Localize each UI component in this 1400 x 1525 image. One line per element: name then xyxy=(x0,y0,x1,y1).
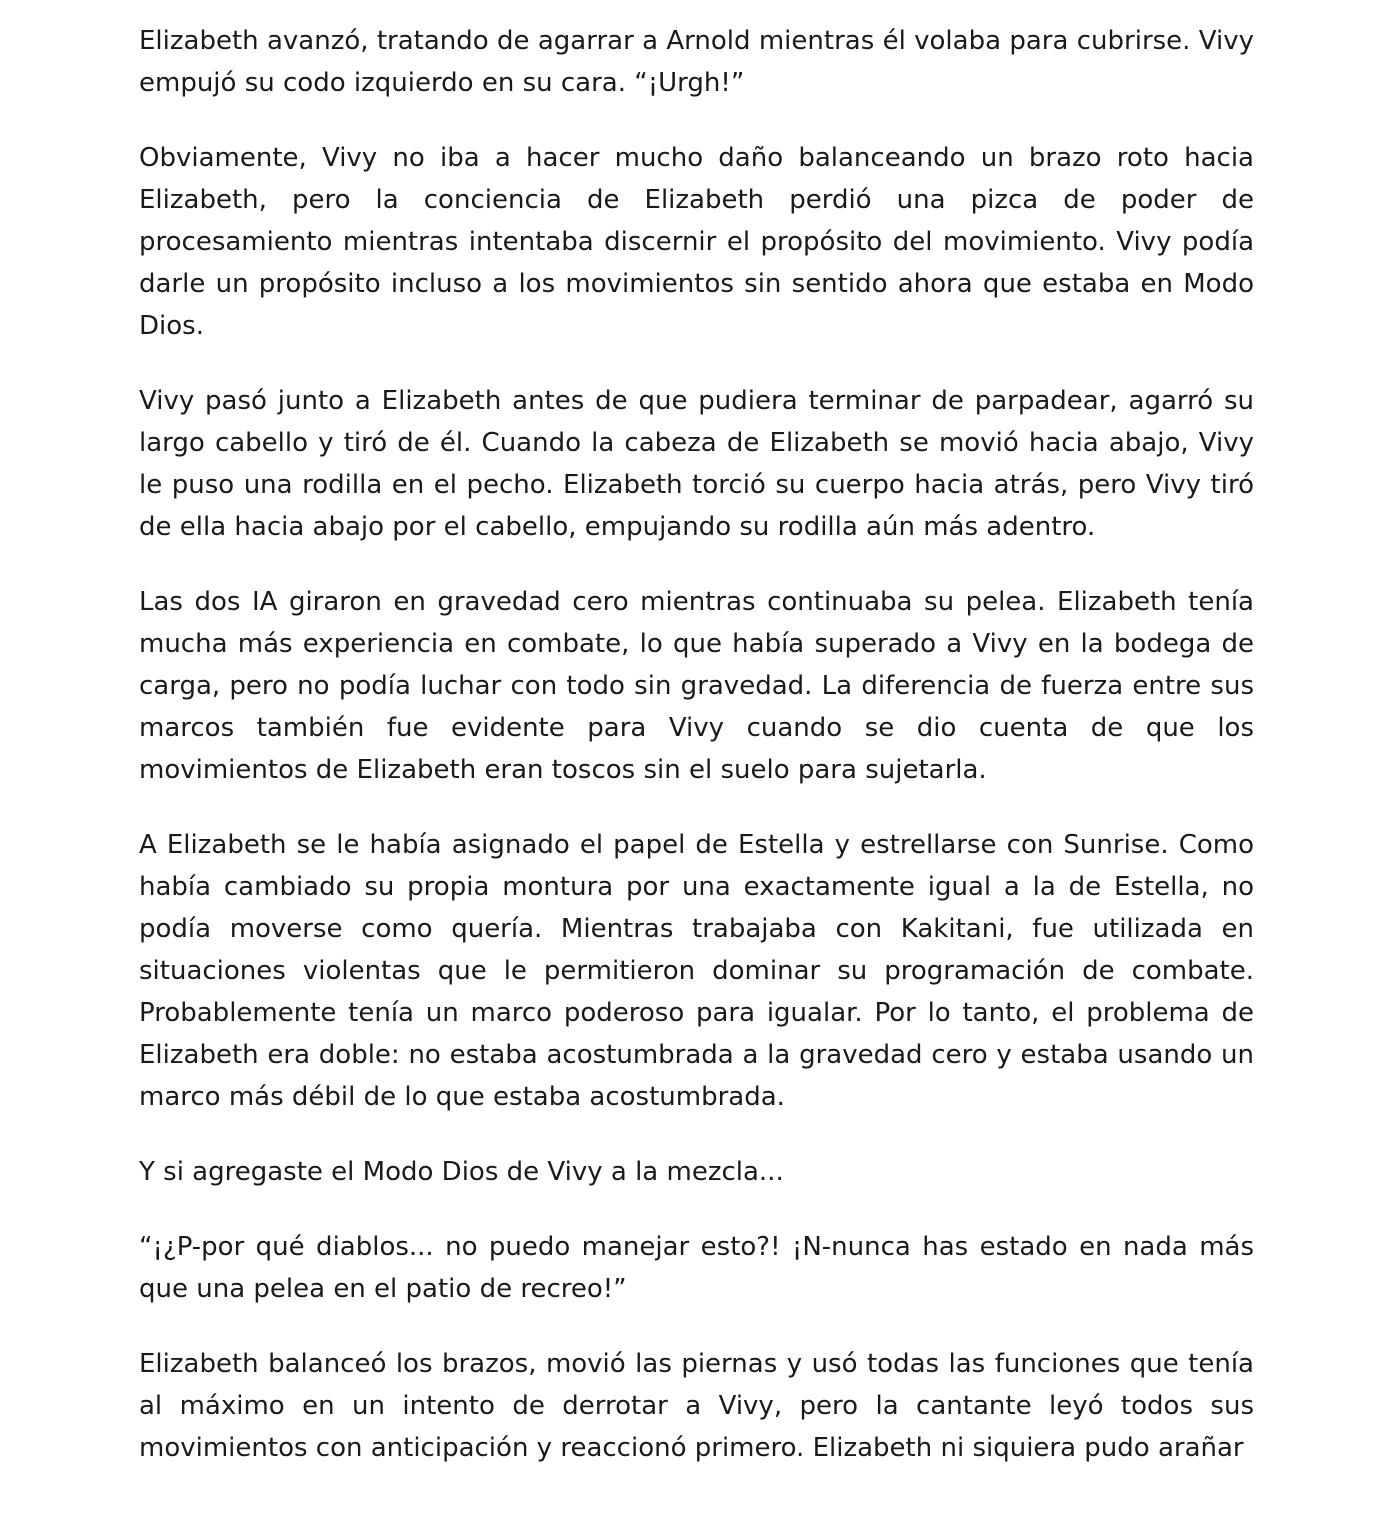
document-page xyxy=(139,20,1254,1469)
paragraph-2: Obviamente, Vivy no iba a hacer mucho daño balanceando un brazo roto hacia Elizabeth, pero la conciencia de Elizabeth perdió una pizca de poder de procesamiento mientras intentaba discernir el propósito del movimiento. Vivy podía darle un propósito incluso a los movimientos sin sentido ahora que estaba en Modo Dios. xyxy=(139,143,1254,341)
paragraph-8: Elizabeth balanceó los brazos, movió las piernas y usó todas las funciones que tenía al máximo en un intento de derrotar a Vivy, pero la cantante leyó todos sus movimientos con anticipación y reaccionó primero. Elizabeth ni siquiera pudo arañar xyxy=(139,1349,1254,1463)
paragraph-1: Elizabeth avanzó, tratando de agarrar a Arnold mientras él volaba para cubrirse. Vivy empujó su codo izquierdo en su cara. “¡Urgh!” xyxy=(139,26,1254,98)
paragraph-6: Y si agregaste el Modo Dios de Vivy a la mezcla... xyxy=(139,1157,784,1187)
paragraph-3: Vivy pasó junto a Elizabeth antes de que pudiera terminar de parpadear, agarró su largo cabello y tiró de él. Cuando la cabeza de Elizabeth se movió hacia abajo, Vivy le puso una rodilla en el pecho. Elizabeth torció su cuerpo hacia atrás, pero Vivy tiró de ella hacia abajo por el cabello, empujando su rodilla aún más adentro. xyxy=(139,386,1254,542)
paragraph-7: “¡¿P-por qué diablos... no puedo manejar esto?! ¡N-nunca has estado en nada más que una pelea en el patio de recreo!” xyxy=(139,1232,1254,1304)
paragraph-4: Las dos IA giraron en gravedad cero mientras continuaba su pelea. Elizabeth tenía mucha más experiencia en combate, lo que había superado a Vivy en la bodega de carga, pero no podía luchar con todo sin gravedad. La diferencia de fuerza entre sus marcos también fue evidente para Vivy cuando se dio cuenta de que los movimientos de Elizabeth eran toscos sin el suelo para sujetarla. xyxy=(139,587,1254,785)
paragraph-5: A Elizabeth se le había asignado el papel de Estella y estrellarse con Sunrise. Como había cambiado su propia montura por una exactamente igual a la de Estella, no podía moverse como quería. Mientras trabajaba con Kakitani, fue utilizada en situaciones violentas que le permitieron dominar su programación de combate. Probablemente tenía un marco poderoso para igualar. Por lo tanto, el problema de Elizabeth era doble: no estaba acostumbrada a la gravedad cero y estaba usando un marco más débil de lo que estaba acostumbrada. xyxy=(139,830,1254,1112)
